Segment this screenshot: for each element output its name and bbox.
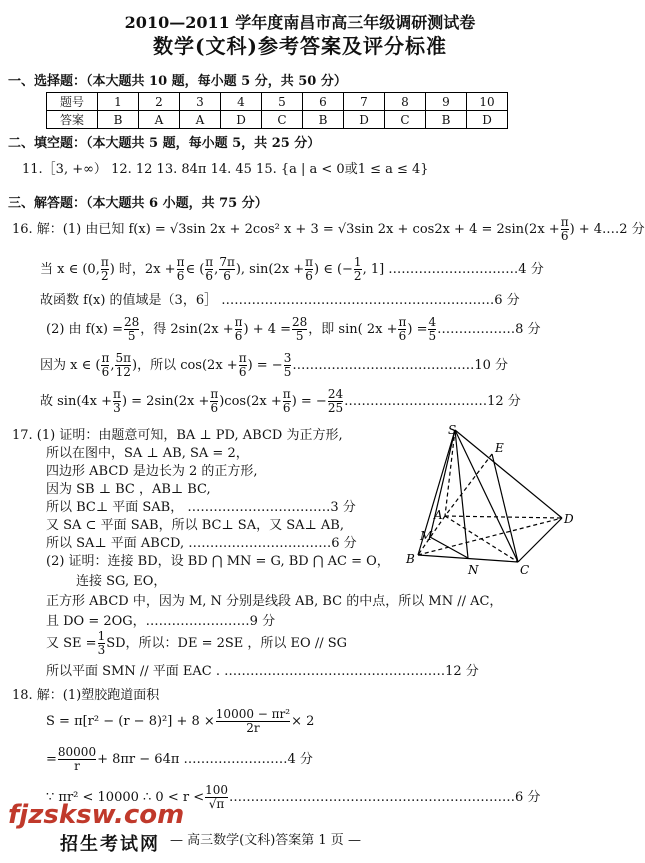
den: 6 <box>101 365 110 379</box>
num: π <box>205 255 214 269</box>
q16-line-4 <box>46 316 541 343</box>
fraction <box>210 388 218 415</box>
den: 6 <box>560 229 569 243</box>
label-N: N <box>468 563 479 577</box>
den: 25 <box>327 401 344 415</box>
q-cell: 5 <box>262 93 303 111</box>
section1-heading: 一、选择题：（本大题共 10 题，每小题 5 分，共 50 分） <box>8 74 347 89</box>
text: )，所以 cos(2x + <box>132 358 238 373</box>
num: 28 <box>292 315 308 329</box>
text: ), sin(2x + <box>235 262 305 277</box>
fraction <box>205 256 213 283</box>
text: (2) 由 f(x) = <box>46 322 123 337</box>
fraction <box>305 256 313 283</box>
den: 6 <box>176 269 185 283</box>
q-cell: 3 <box>180 93 221 111</box>
text: + 8πr − 64π ……………………4 分 <box>97 752 313 767</box>
text: , <box>214 262 219 277</box>
q17-line-4: 因为 SB ⊥ BC ，AB⊥ BC, <box>46 482 211 497</box>
q17-line-6: 又 SA ⊂ 平面 SAB，所以 BC⊥ SA，又 SA⊥ AB, <box>46 518 344 533</box>
den: 5 <box>295 329 304 343</box>
q17-line-10: 正方形 ABCD 中，因为 M, N 分别是线段 AB, BC 的中点，所以 MN // AC， <box>46 594 503 609</box>
num: 1 <box>97 629 106 643</box>
q-cell: 7 <box>344 93 385 111</box>
label-S: S <box>448 423 457 437</box>
label-E: E <box>495 441 504 455</box>
fraction <box>205 784 228 811</box>
text: , 1] …………………………4 分 <box>362 262 544 277</box>
text: ………………8 分 <box>437 322 541 337</box>
den: 2 <box>100 269 109 283</box>
num: π <box>305 255 313 269</box>
text: ，得 2sin(2x + <box>140 322 234 337</box>
fraction <box>115 352 131 379</box>
q17-line-7: 所以 SA⊥ 平面 ABCD, ……………………………6 分 <box>46 536 357 551</box>
text: ，即 sin( 2x + <box>308 322 398 337</box>
num: 28 <box>124 315 140 329</box>
label-D: D <box>564 512 574 526</box>
text: ) ∈ (− <box>313 262 353 277</box>
den: 6 <box>205 269 214 283</box>
text: ) = − <box>291 394 327 409</box>
num: 10000 − πr² <box>215 707 291 721</box>
pyramid-figure <box>400 420 575 580</box>
q18-line-3 <box>46 746 313 773</box>
q18-line-1: 18. 解：(1)塑胶跑道面积 <box>12 688 160 703</box>
text: )cos(2x + <box>219 394 282 409</box>
text: …………………………………………………………6 分 <box>229 790 541 805</box>
title-line-2: 数学(文科)参考答案及评分标准 <box>153 34 447 58</box>
fraction <box>124 316 139 343</box>
num: 24 <box>327 387 344 401</box>
a-cell: C <box>385 111 426 129</box>
num: π <box>176 255 185 269</box>
num: π <box>234 315 243 329</box>
q-cell: 9 <box>426 93 467 111</box>
q17-line-13: 所以平面 SMN // 平面 EAC . ……………………………………………12 分 <box>46 664 479 679</box>
num: 1 <box>353 255 362 269</box>
num: 5π <box>115 351 131 365</box>
q17-line-1: 17. (1) 证明：由题意可知，BA ⊥ PD, ABCD 为正方形, <box>12 428 343 443</box>
fraction <box>216 708 290 735</box>
num: π <box>398 315 407 329</box>
text: ……………………………………10 分 <box>292 358 509 373</box>
q16-line-5 <box>40 352 508 379</box>
text: ) 时，2x + <box>109 262 176 277</box>
label-C: C <box>520 563 530 577</box>
num: π <box>560 215 569 229</box>
den: 6 <box>234 329 243 343</box>
a-cell: D <box>344 111 385 129</box>
title-line-1: 2010—2011 学年度南昌市高三年级调研测试卷 <box>124 13 476 32</box>
fraction <box>58 746 96 773</box>
q-cell: 8 <box>385 93 426 111</box>
text: ∈ ( <box>185 262 205 277</box>
den: 6 <box>282 401 291 415</box>
q-cell: 2 <box>139 93 180 111</box>
label-M: M <box>420 529 433 543</box>
fraction <box>284 352 292 379</box>
fraction <box>101 352 109 379</box>
num: π <box>210 387 219 401</box>
fraction <box>235 316 243 343</box>
q17-line-9: 连接 SG, EO， <box>76 574 167 589</box>
den: 2 <box>353 269 362 283</box>
q18-line-2 <box>46 708 314 735</box>
fraction <box>561 216 569 243</box>
num: 80000 <box>57 745 97 759</box>
answer-row <box>47 111 508 129</box>
text: 故 sin(4x + <box>40 394 113 409</box>
section2-heading: 二、填空题：（本大题共 5 题，每小题 5，共 25 分） <box>8 136 321 151</box>
watermark-site: fjzsksw.com <box>8 800 185 830</box>
fraction <box>354 256 362 283</box>
fraction <box>219 256 235 283</box>
fraction <box>113 388 121 415</box>
answer-table <box>46 92 508 129</box>
text: ) = <box>407 322 428 337</box>
num: 4 <box>428 315 437 329</box>
den: 5 <box>428 329 437 343</box>
fraction <box>239 352 247 379</box>
den: 2r <box>246 721 260 735</box>
q17-line-11: 且 DO = 2OG，……………………9 分 <box>46 614 276 629</box>
den: 3 <box>97 643 106 657</box>
num: 7π <box>219 255 235 269</box>
den: 3 <box>113 401 121 415</box>
fraction <box>101 256 109 283</box>
den: √π <box>208 797 225 811</box>
a-cell: D <box>221 111 262 129</box>
q-cell: 4 <box>221 93 262 111</box>
q17-line-12 <box>46 630 347 657</box>
a-cell: A <box>180 111 221 129</box>
text: ) = − <box>247 358 283 373</box>
fraction <box>398 316 406 343</box>
text: 16. 解：(1) 由已知 f(x) = √3sin 2x + 2cos² x + 3 = √3sin 2x + cos2x + 4 = 2sin(2x + <box>12 222 560 237</box>
fraction <box>292 316 307 343</box>
row-label-a: 答案 <box>47 111 98 129</box>
den: 6 <box>210 401 219 415</box>
q16-line-2 <box>40 256 544 283</box>
text: ) = 2sin(2x + <box>121 394 210 409</box>
label-B: B <box>406 552 415 566</box>
text: ) + 4 = <box>243 322 292 337</box>
q-cell: 10 <box>467 93 508 111</box>
a-cell: C <box>262 111 303 129</box>
num: π <box>282 387 291 401</box>
den: 5 <box>127 329 136 343</box>
den: r <box>74 759 80 773</box>
q17-line-8: (2) 证明：连接 BD，设 BD ⋂ MN = G, BD ⋂ AC = O， <box>46 554 390 569</box>
a-cell: A <box>139 111 180 129</box>
q16-line-1 <box>12 216 645 243</box>
section3-heading: 三、解答题：（本大题共 6 小题，共 75 分） <box>8 196 268 211</box>
q-cell: 6 <box>303 93 344 111</box>
fill-answers: 11.［3, +∞） 12. 12 13. 84π 14. 45 15. {a | a < 0或1 ≤ a ≤ 4} <box>22 162 429 177</box>
den: 6 <box>238 365 247 379</box>
row-label-q: 题号 <box>47 93 98 111</box>
fraction <box>428 316 436 343</box>
num: π <box>238 351 247 365</box>
fraction <box>328 388 343 415</box>
num: 100 <box>205 783 228 797</box>
question-row <box>47 93 508 111</box>
den: 6 <box>305 269 313 283</box>
fraction <box>283 388 291 415</box>
text: , <box>110 358 115 373</box>
q17-line-5: 所以 BC⊥ 平面 SAB， ……………………………3 分 <box>46 500 356 515</box>
num: π <box>101 351 110 365</box>
fraction <box>177 256 185 283</box>
text: ∵ πr² < 10000 ∴ 0 < r < <box>46 790 205 805</box>
page-footer: — 高三数学(文科)答案第 1 页 — <box>170 833 361 848</box>
q16-line-6 <box>40 388 521 415</box>
text: ……………………………12 分 <box>344 394 521 409</box>
num: π <box>113 387 121 401</box>
num: 3 <box>283 351 292 365</box>
a-cell: B <box>426 111 467 129</box>
den: 12 <box>115 365 131 379</box>
q17-line-2: 所以在图中，SA ⊥ AB, SA = 2， <box>46 446 249 461</box>
text: ) + 4.…2 分 <box>569 222 645 237</box>
a-cell: D <box>467 111 508 129</box>
text: SD，所以：DE = 2SE ，所以 EO // SG <box>106 636 347 651</box>
text: × 2 <box>291 714 315 729</box>
den: 6 <box>223 269 231 283</box>
text: = <box>46 752 57 767</box>
text: 当 x ∈ (0, <box>40 262 100 277</box>
text: 因为 x ∈ ( <box>40 358 101 373</box>
q-cell: 1 <box>98 93 139 111</box>
den: 6 <box>398 329 407 343</box>
watermark-name: 招生考试网 <box>60 834 160 855</box>
num: π <box>100 255 109 269</box>
text: S = π[r² − (r − 8)²] + 8 × <box>46 714 215 729</box>
a-cell: B <box>303 111 344 129</box>
a-cell: B <box>98 111 139 129</box>
label-A: A <box>434 508 443 522</box>
q17-line-3: 四边形 ABCD 是边长为 2 的正方形, <box>46 464 258 479</box>
text: 又 SE = <box>46 636 97 651</box>
fraction <box>98 630 106 657</box>
q16-line-3: 故函数 f(x) 的值域是（3，6］ ………………………………………………………6 分 <box>40 293 520 308</box>
den: 5 <box>283 365 292 379</box>
